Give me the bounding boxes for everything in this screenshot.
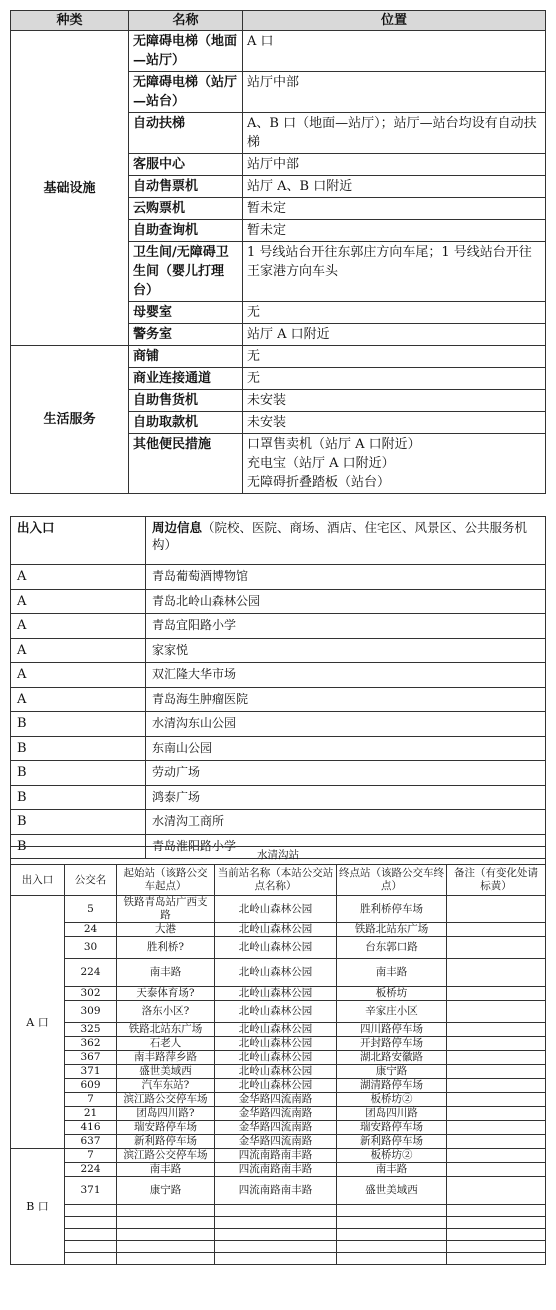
bus-row xyxy=(11,1023,546,1037)
bus-row xyxy=(11,1037,546,1051)
surroundings-row xyxy=(11,663,546,688)
bus-end-cell: 辛家庄小区 xyxy=(337,1001,447,1023)
bus-remark-cell xyxy=(447,937,546,959)
bus-header-current: 当前站名称（本站公交站点名称） xyxy=(215,865,337,896)
bus-remark-cell xyxy=(447,1253,546,1265)
facility-name: 商业连接通道 xyxy=(129,368,243,390)
bus-start-cell xyxy=(117,1241,215,1253)
bus-line-cell xyxy=(65,1205,117,1217)
bus-header-start: 起始站（该路公交车起点） xyxy=(117,865,215,896)
bus-remark-cell xyxy=(447,1065,546,1079)
facility-location: 暂未定 xyxy=(243,220,546,242)
bus-end-cell: 板桥坊② xyxy=(337,1093,447,1107)
bus-start-cell: 康宁路 xyxy=(117,1177,215,1205)
place-cell: 青岛淮阳路小学 xyxy=(146,834,546,859)
bus-row xyxy=(11,937,546,959)
bus-end-cell: 南丰路 xyxy=(337,959,447,987)
entrance-cell: B xyxy=(11,785,146,810)
bus-remark-cell xyxy=(447,896,546,923)
bus-start-cell xyxy=(117,1229,215,1241)
bus-current-cell: 金华路四流南路 xyxy=(215,1135,337,1149)
bus-row xyxy=(11,959,546,987)
bus-start-cell: 南丰路 xyxy=(117,1163,215,1177)
surroundings-row xyxy=(11,565,546,590)
bus-row xyxy=(11,1121,546,1135)
facility-location: A、B 口（地面—站厅）；站厅—站台均设有自动扶梯 xyxy=(243,113,546,154)
bus-start-cell: 大港 xyxy=(117,923,215,937)
bus-current-cell xyxy=(215,1217,337,1229)
facility-location: 站厅中部 xyxy=(243,72,546,113)
bus-remark-cell xyxy=(447,1051,546,1065)
entrance-cell: A xyxy=(11,565,146,590)
entrance-cell: B xyxy=(11,736,146,761)
place-cell: 劳动广场 xyxy=(146,761,546,786)
entrance-cell: A xyxy=(11,638,146,663)
bus-remark-cell xyxy=(447,1149,546,1163)
surroundings-row xyxy=(11,638,546,663)
bus-row xyxy=(11,1001,546,1023)
bus-end-cell xyxy=(337,1253,447,1265)
bus-current-cell xyxy=(215,1253,337,1265)
header-location: 位置 xyxy=(243,11,546,31)
bus-remark-cell xyxy=(447,959,546,987)
bus-row xyxy=(11,1065,546,1079)
bus-end-cell xyxy=(337,1205,447,1217)
bus-start-cell: 滨江路公交停车场 xyxy=(117,1149,215,1163)
bus-start-cell: 盛世美域西 xyxy=(117,1065,215,1079)
header-info-title: 周边信息 xyxy=(152,520,203,535)
bus-row xyxy=(11,1107,546,1121)
bus-current-cell xyxy=(215,1205,337,1217)
bus-line-cell: 21 xyxy=(65,1107,117,1121)
bus-current-cell: 北岭山森林公园 xyxy=(215,896,337,923)
bus-entrance-cell: B 口 xyxy=(11,1149,65,1265)
facility-name: 无障碍电梯（站厅—站台） xyxy=(129,72,243,113)
bus-line-cell xyxy=(65,1217,117,1229)
bus-current-cell: 金华路四流南路 xyxy=(215,1107,337,1121)
bus-remark-cell xyxy=(447,1107,546,1121)
facility-location: A 口 xyxy=(243,31,546,72)
bus-start-cell xyxy=(117,1205,215,1217)
bus-row xyxy=(11,1217,546,1229)
entrance-cell: A xyxy=(11,589,146,614)
bus-end-cell: 湖北路安徽路 xyxy=(337,1051,447,1065)
facility-name: 客服中心 xyxy=(129,154,243,176)
bus-current-cell: 北岭山森林公园 xyxy=(215,937,337,959)
bus-start-cell: 滨江路公交停车场 xyxy=(117,1093,215,1107)
bus-remark-cell xyxy=(447,1217,546,1229)
facility-location: 未安装 xyxy=(243,390,546,412)
bus-row xyxy=(11,1205,546,1217)
bus-line-cell: 224 xyxy=(65,1163,117,1177)
bus-end-cell: 湖清路停车场 xyxy=(337,1079,447,1093)
bus-current-cell: 北岭山森林公园 xyxy=(215,923,337,937)
bus-row xyxy=(11,1253,546,1265)
header-entrance: 出入口 xyxy=(11,517,146,565)
bus-end-cell: 台东郭口路 xyxy=(337,937,447,959)
bus-end-cell: 新利路停车场 xyxy=(337,1135,447,1149)
bus-header-row xyxy=(11,865,546,896)
bus-line-cell xyxy=(65,1229,117,1241)
facility-name: 其他便民措施 xyxy=(129,434,243,494)
facilities-body xyxy=(11,31,546,494)
bus-current-cell xyxy=(215,1229,337,1241)
bus-row xyxy=(11,1163,546,1177)
place-cell: 青岛北岭山森林公园 xyxy=(146,589,546,614)
bus-end-cell: 开封路停车场 xyxy=(337,1037,447,1051)
bus-start-cell: 洛东小区? xyxy=(117,1001,215,1023)
bus-remark-cell xyxy=(447,1121,546,1135)
bus-remark-cell xyxy=(447,1079,546,1093)
place-cell: 东南山公园 xyxy=(146,736,546,761)
entrance-cell: A xyxy=(11,687,146,712)
header-category: 种类 xyxy=(11,11,129,31)
facility-location: 1 号线站台开往东郭庄方向车尾；1 号线站台开往王家港方向车头 xyxy=(243,242,546,302)
bus-start-cell: 石老人 xyxy=(117,1037,215,1051)
surroundings-row xyxy=(11,761,546,786)
facility-name: 商铺 xyxy=(129,346,243,368)
bus-current-cell: 北岭山森林公园 xyxy=(215,1023,337,1037)
bus-end-cell: 四川路停车场 xyxy=(337,1023,447,1037)
bus-remark-cell xyxy=(447,1037,546,1051)
bus-remark-cell xyxy=(447,1205,546,1217)
bus-header-remark: 备注（有变化处请标黄） xyxy=(447,865,546,896)
bus-end-cell: 南丰路 xyxy=(337,1163,447,1177)
bus-body xyxy=(11,847,546,1265)
bus-row xyxy=(11,1079,546,1093)
bus-line-cell: 362 xyxy=(65,1037,117,1051)
bus-row xyxy=(11,896,546,923)
bus-header-end: 终点站（该路公交车终点） xyxy=(337,865,447,896)
bus-start-cell: 汽车东站? xyxy=(117,1079,215,1093)
place-cell: 青岛海生肿瘤医院 xyxy=(146,687,546,712)
facility-location: 站厅 A 口附近 xyxy=(243,324,546,346)
bus-end-cell: 板桥坊② xyxy=(337,1149,447,1163)
bus-line-cell: 5 xyxy=(65,896,117,923)
place-cell: 双汇隆大华市场 xyxy=(146,663,546,688)
bus-current-cell: 北岭山森林公园 xyxy=(215,987,337,1001)
bus-end-cell: 铁路北站东广场 xyxy=(337,923,447,937)
bus-current-cell: 四流南路南丰路 xyxy=(215,1177,337,1205)
facility-name: 自助售货机 xyxy=(129,390,243,412)
facility-name: 警务室 xyxy=(129,324,243,346)
bus-end-cell: 盛世美域西 xyxy=(337,1177,447,1205)
bus-remark-cell xyxy=(447,1163,546,1177)
place-cell: 鸿泰广场 xyxy=(146,785,546,810)
bus-start-cell: 天泰体育场? xyxy=(117,987,215,1001)
bus-entrance-cell: A 口 xyxy=(11,896,65,1149)
bus-row xyxy=(11,1149,546,1163)
bus-line-cell: 637 xyxy=(65,1135,117,1149)
station-title: 水清沟站 xyxy=(11,847,546,865)
header-info xyxy=(146,517,546,565)
bus-remark-cell xyxy=(447,1177,546,1205)
bus-current-cell: 四流南路南丰路 xyxy=(215,1149,337,1163)
header-name: 名称 xyxy=(129,11,243,31)
facility-location: 无 xyxy=(243,302,546,324)
facility-row xyxy=(11,31,546,72)
facility-name: 无障碍电梯（地面—站厅） xyxy=(129,31,243,72)
place-cell: 家家悦 xyxy=(146,638,546,663)
bus-row xyxy=(11,987,546,1001)
bus-current-cell: 金华路四流南路 xyxy=(215,1093,337,1107)
surroundings-row xyxy=(11,785,546,810)
place-cell: 水清沟东山公园 xyxy=(146,712,546,737)
bus-start-cell: 团岛四川路? xyxy=(117,1107,215,1121)
bus-current-cell: 北岭山森林公园 xyxy=(215,1079,337,1093)
bus-row xyxy=(11,1093,546,1107)
facility-location: 暂未定 xyxy=(243,198,546,220)
bus-current-cell: 北岭山森林公园 xyxy=(215,1001,337,1023)
surroundings-row xyxy=(11,589,546,614)
bus-line-cell: 302 xyxy=(65,987,117,1001)
surroundings-row xyxy=(11,736,546,761)
bus-start-cell: 南丰路 xyxy=(117,959,215,987)
surroundings-row xyxy=(11,687,546,712)
entrance-cell: B xyxy=(11,834,146,859)
bus-line-cell: 367 xyxy=(65,1051,117,1065)
bus-line-cell: 7 xyxy=(65,1093,117,1107)
bus-row xyxy=(11,1241,546,1253)
bus-remark-cell xyxy=(447,1135,546,1149)
bus-end-cell xyxy=(337,1229,447,1241)
facility-location: 站厅中部 xyxy=(243,154,546,176)
bus-current-cell: 四流南路南丰路 xyxy=(215,1163,337,1177)
facility-row xyxy=(11,346,546,368)
facility-location: 未安装 xyxy=(243,412,546,434)
surroundings-row xyxy=(11,614,546,639)
bus-line-cell xyxy=(65,1253,117,1265)
bus-current-cell: 北岭山森林公园 xyxy=(215,1037,337,1051)
bus-line-cell: 416 xyxy=(65,1121,117,1135)
entrance-cell: B xyxy=(11,761,146,786)
bus-row xyxy=(11,1229,546,1241)
bus-start-cell: 新利路停车场 xyxy=(117,1135,215,1149)
bus-start-cell: 胜利桥? xyxy=(117,937,215,959)
place-cell: 水清沟工商所 xyxy=(146,810,546,835)
category-cell: 基础设施 xyxy=(11,31,129,346)
bus-row xyxy=(11,1135,546,1149)
bus-remark-cell xyxy=(447,1093,546,1107)
entrance-cell: B xyxy=(11,810,146,835)
facilities-header-row xyxy=(11,11,546,31)
bus-line-cell: 24 xyxy=(65,923,117,937)
facility-location: 站厅 A、B 口附近 xyxy=(243,176,546,198)
bus-end-cell: 板桥坊 xyxy=(337,987,447,1001)
bus-line-cell: 7 xyxy=(65,1149,117,1163)
bus-end-cell: 胜利桥停车场 xyxy=(337,896,447,923)
bus-header-entrance: 出入口 xyxy=(11,865,65,896)
bus-end-cell xyxy=(337,1241,447,1253)
bus-line-cell: 325 xyxy=(65,1023,117,1037)
facility-name: 卫生间/无障碍卫生间（婴儿打理台） xyxy=(129,242,243,302)
bus-remark-cell xyxy=(447,1023,546,1037)
surroundings-header-row xyxy=(11,517,546,565)
bus-line-cell: 30 xyxy=(65,937,117,959)
bus-current-cell: 北岭山森林公园 xyxy=(215,1065,337,1079)
bus-header-line: 公交名 xyxy=(65,865,117,896)
bus-row xyxy=(11,923,546,937)
bus-line-cell: 309 xyxy=(65,1001,117,1023)
bus-current-cell: 北岭山森林公园 xyxy=(215,1051,337,1065)
bus-start-cell: 瑞安路停车场 xyxy=(117,1121,215,1135)
surroundings-row xyxy=(11,712,546,737)
bus-table xyxy=(10,846,546,1265)
bus-title-row xyxy=(11,847,546,865)
surroundings-body xyxy=(11,565,546,859)
bus-remark-cell xyxy=(447,923,546,937)
bus-start-cell: 南丰路萍乡路 xyxy=(117,1051,215,1065)
bus-line-cell: 371 xyxy=(65,1177,117,1205)
place-cell: 青岛葡萄酒博物馆 xyxy=(146,565,546,590)
category-cell: 生活服务 xyxy=(11,346,129,494)
bus-current-cell xyxy=(215,1241,337,1253)
bus-end-cell: 康宁路 xyxy=(337,1065,447,1079)
facility-name: 自动扶梯 xyxy=(129,113,243,154)
facility-name: 自助取款机 xyxy=(129,412,243,434)
bus-current-cell: 北岭山森林公园 xyxy=(215,959,337,987)
bus-remark-cell xyxy=(447,1229,546,1241)
bus-remark-cell xyxy=(447,1001,546,1023)
facility-location: 无 xyxy=(243,346,546,368)
bus-line-cell: 609 xyxy=(65,1079,117,1093)
bus-line-cell: 224 xyxy=(65,959,117,987)
surroundings-row xyxy=(11,810,546,835)
entrance-cell: A xyxy=(11,614,146,639)
facilities-table xyxy=(10,10,546,494)
bus-end-cell xyxy=(337,1217,447,1229)
facility-name: 自助查询机 xyxy=(129,220,243,242)
surroundings-table xyxy=(10,516,546,859)
bus-start-cell xyxy=(117,1217,215,1229)
bus-end-cell: 瑞安路停车场 xyxy=(337,1121,447,1135)
bus-line-cell: 371 xyxy=(65,1065,117,1079)
bus-remark-cell xyxy=(447,987,546,1001)
bus-row xyxy=(11,1177,546,1205)
facility-name: 云购票机 xyxy=(129,198,243,220)
entrance-cell: B xyxy=(11,712,146,737)
facility-name: 母婴室 xyxy=(129,302,243,324)
header-info-subtitle: （院校、医院、商场、酒店、住宅区、风景区、公共服务机构） xyxy=(152,520,528,552)
facility-location: 口罩售卖机（站厅 A 口附近） 充电宝（站厅 A 口附近） 无障碍折叠踏板（站台） xyxy=(243,434,546,494)
bus-start-cell xyxy=(117,1253,215,1265)
bus-remark-cell xyxy=(447,1241,546,1253)
bus-start-cell: 铁路北站东广场 xyxy=(117,1023,215,1037)
bus-end-cell: 团岛四川路 xyxy=(337,1107,447,1121)
bus-start-cell: 铁路青岛站广西支路 xyxy=(117,896,215,923)
bus-current-cell: 金华路四流南路 xyxy=(215,1121,337,1135)
facility-name: 自动售票机 xyxy=(129,176,243,198)
place-cell: 青岛宜阳路小学 xyxy=(146,614,546,639)
bus-row xyxy=(11,1051,546,1065)
bus-line-cell xyxy=(65,1241,117,1253)
facility-location: 无 xyxy=(243,368,546,390)
entrance-cell: A xyxy=(11,663,146,688)
